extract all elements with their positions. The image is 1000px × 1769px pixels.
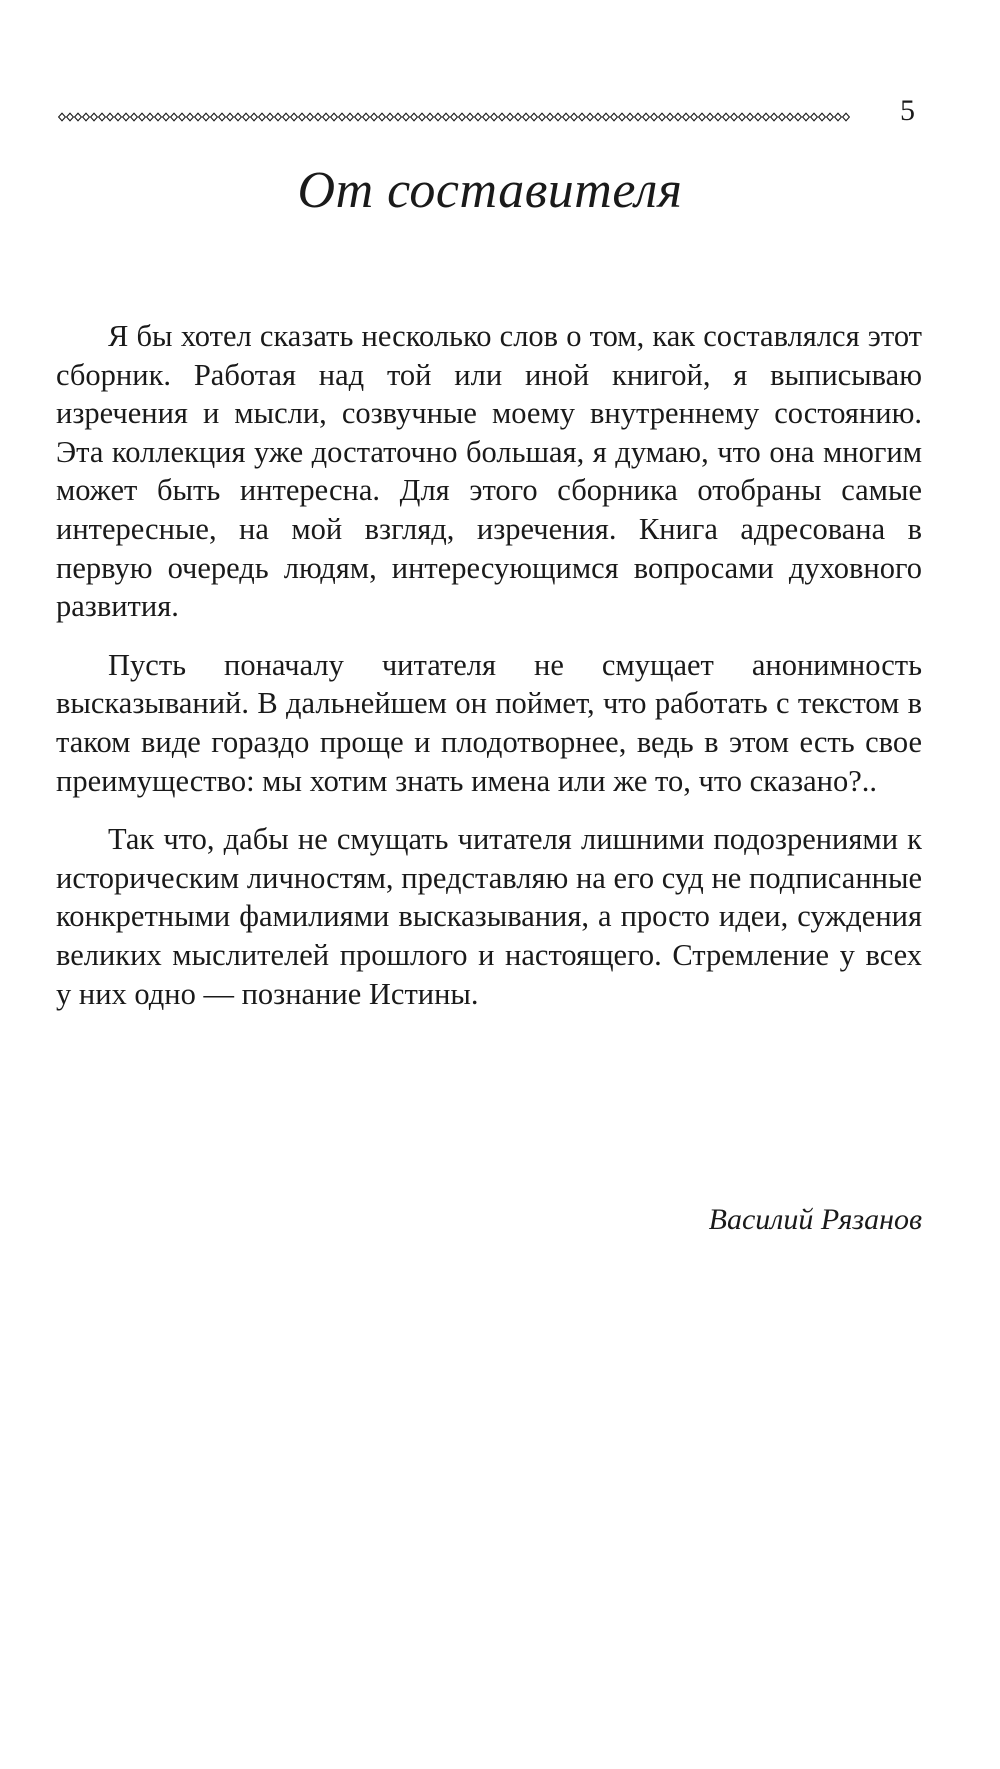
- body-text: [56, 317, 922, 1033]
- diamond-chain-ornament-icon: [58, 110, 850, 124]
- paragraph-2: Пусть поначалу читателя не смущает анонимность высказываний. В дальнейшем он поймет, что работать с текстом в таком виде гораздо проще и плодотворнее, ведь в этом есть свое преимущество: мы хотим знать имена или же то, что сказано?..: [56, 647, 922, 798]
- paragraph-1: Я бы хотел сказать несколько слов о том, как составлялся этот сборник. Работая над той или иной книгой, я выписываю изречения и мысли, созвучные моему внутреннему состоянию. Эта коллекция уже достаточно большая, я думаю, что она многим может быть интересна. Для этого сборника отобраны самые интересные, на мой взгляд, изречения. Книга адресована в первую очередь людям, интересующимся вопросами духовного развития.: [56, 319, 922, 624]
- paragraph-3: Так что, дабы не смущать читателя лишними подозрениями к историческим личностям, представляю на его суд не подписанные конкретными фамилиями высказывания, а просто идеи, суждения великих мыслителей прошлого и настоящего. Стремление у всех у них одно — познание Истины.: [56, 822, 922, 1011]
- author-signature: Василий Рязанов: [708, 1203, 922, 1236]
- header-ornament-rule: [58, 110, 850, 124]
- chapter-title: От составителя: [297, 162, 683, 219]
- page-number: 5: [900, 94, 915, 127]
